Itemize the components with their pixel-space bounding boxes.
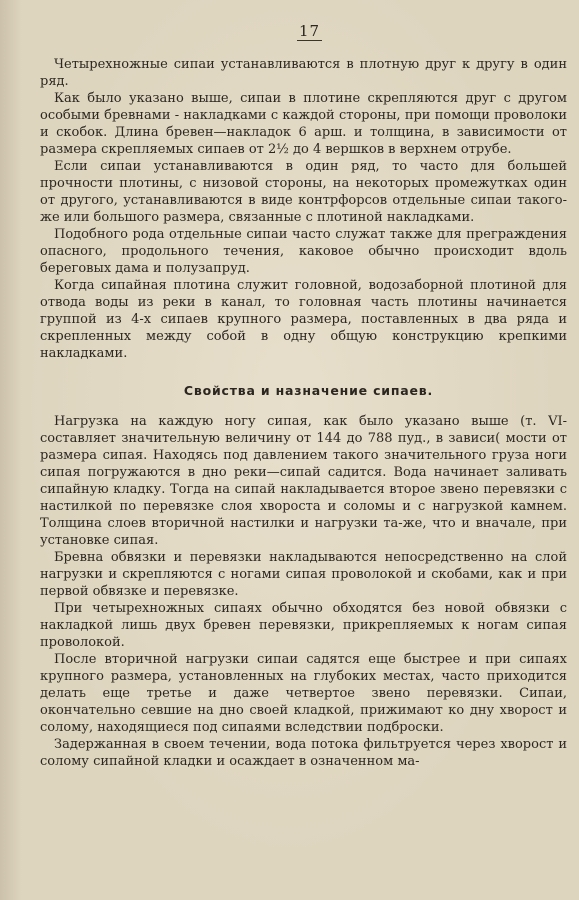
paragraph: Подобного рода отдельные сипаи часто служат также для преграждения опасного, продольного течения, каковое обычно происходит вдоль береговых дама и полузапруд. (40, 227, 567, 276)
paragraph: Когда сипайная плотина служит головной, водозаборной плотиной для отвода воды из реки в канал, то головная часть плотины начинается группой из 4-х сипаев крупного размера, поставленных в два ряда и скрепленных между собой в одну общую конструкцию крепкими накладками. (40, 278, 567, 361)
paragraph: Бревна обвязки и перевязки накладываются непосредственно на слой нагрузки и скрепляются с ногами сипая проволокой и скобами, как и при первой обвязке и перевязке. (40, 550, 567, 599)
paragraph: После вторичной нагрузки сипаи садятся еще быстрее и при сипаях крупного размера, установленных на глубоких местах, часто приходится делать еще третье и даже четвертое звено перевязки. Сипаи, окончательно севшие на дно своей кладкой, прижимают ко дну хворост и солому, находящиеся под сипаями вследствии подброски. (40, 652, 567, 735)
paragraph: Задержанная в своем течении, вода потока фильтруется через хворост и солому сипайной кладки и осаждает в означенном ма- (40, 737, 567, 769)
paragraph: Если сипаи устанавливаются в один ряд, то часто для большей прочности плотины, с низовой стороны, на некоторых промежутках один от другого, устанавливаются в виде контрфорсов отдельные сипаи такого-же или большого размера, связанные с плотиной накладками. (40, 159, 567, 225)
paragraph: Нагрузка на каждую ногу сипая, как было указано выше (т. VI- составляет значительную величину от 144 до 788 пуд., в зависи( мости от размера сипая. Находясь под давлением такого значительного груза ноги сипая погружаются в дно реки—сипай садится. Вода начинает заливать сипайную кладку. Тогда на сипай накладывается второе звено перевязки с настилкой по перевязке слоя хвороста и соломы и с нагрузкой камнем. Толщина слоев вторичной настилки и нагрузки та-же, что и вначале, при установке сипая. (40, 414, 567, 548)
paragraph: При четырехножных сипаях обычно обходятся без новой обвязки с накладкой лишь двух бревен перевязки, прикрепляемых к ногам сипая проволокой. (40, 601, 567, 650)
section-2 (40, 413, 567, 770)
section-heading: Свойства и назначение сипаев. (183, 383, 434, 398)
section-1 (40, 56, 567, 362)
paragraph: Как было указано выше, сипаи в плотине скрепляются друг с другом особыми бревнами - накладками с каждой стороны, при помощи проволоки и скобок. Длина бревен—накладок 6 арш. и толщина, в зависимости от размера скрепляемых сипаев от 2½ до 4 вершков в верхнем отрубе. (40, 91, 567, 157)
page-number: 17 (298, 22, 321, 40)
paragraph: Четырехножные сипаи устанавливаются в плотную друг к другу в один ряд. (40, 57, 567, 89)
